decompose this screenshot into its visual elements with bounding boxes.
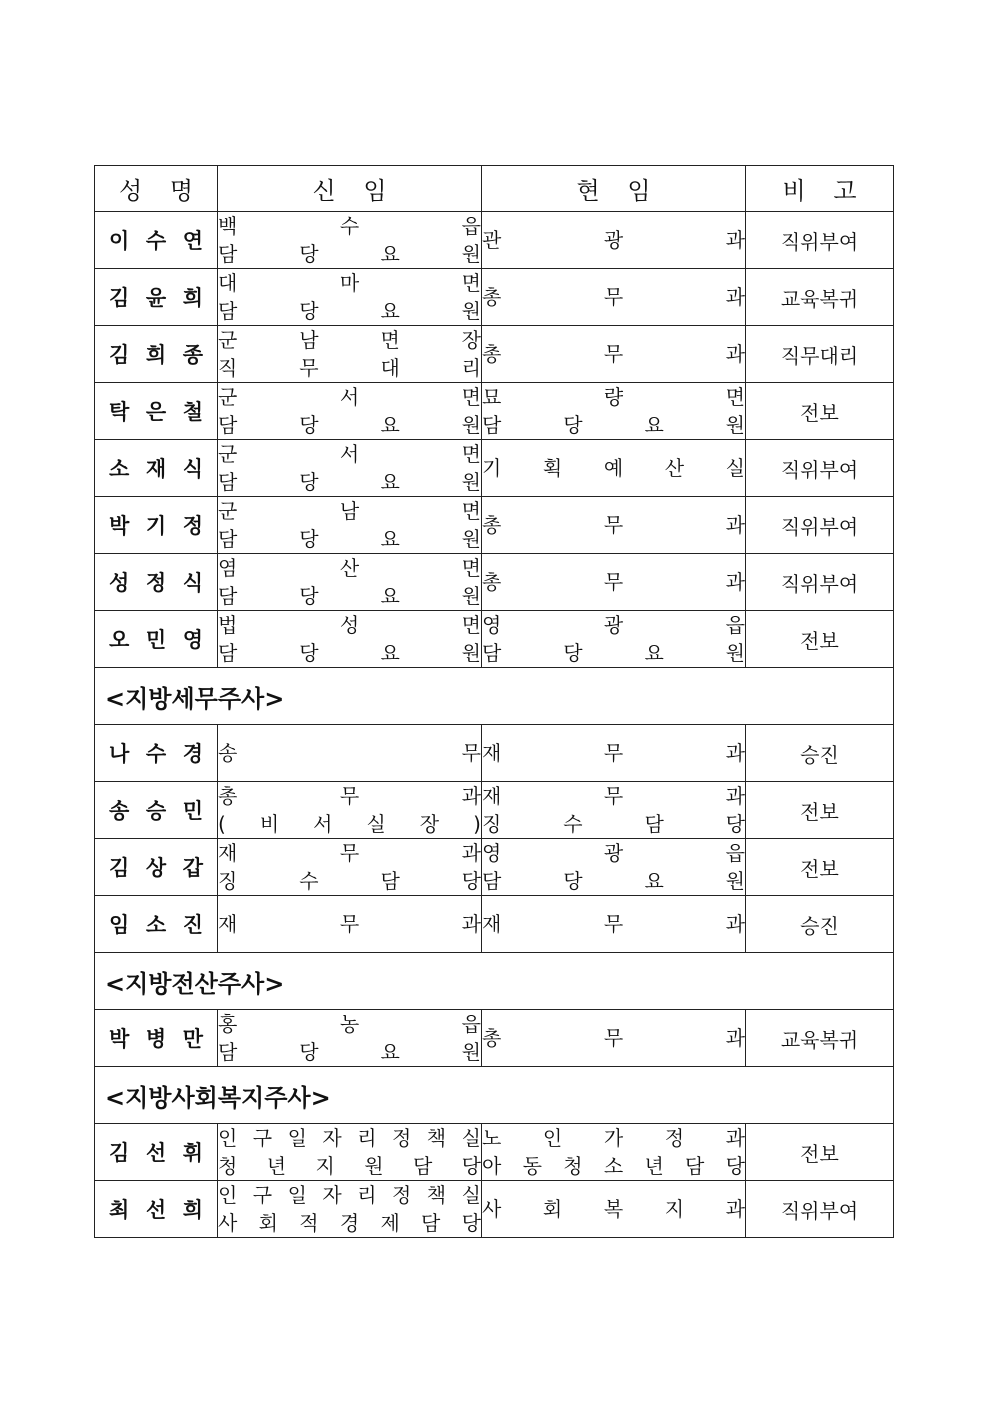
person-name: 김 선 휘 — [109, 1141, 203, 1165]
table-row — [95, 212, 894, 269]
note-cell: 교육복귀 — [746, 269, 894, 326]
post-line: 군 남 면 장 — [218, 328, 481, 352]
note-cell: 전보 — [746, 1124, 894, 1181]
new-post-cell — [218, 839, 482, 896]
post-line: 총 무 과 — [482, 342, 745, 366]
new-post-cell — [218, 554, 482, 611]
person-name: 송 승 민 — [109, 799, 203, 823]
post-line: 징 수 담 당 — [482, 812, 745, 836]
post-line: 징 수 담 당 — [218, 869, 481, 893]
header-row — [95, 166, 894, 212]
new-post-cell — [218, 269, 482, 326]
name-cell — [95, 725, 218, 782]
post-line: 담 당 요 원 — [482, 641, 745, 665]
note-cell: 승진 — [746, 725, 894, 782]
note-cell: 직위부여 — [746, 440, 894, 497]
name-cell — [95, 782, 218, 839]
post-line: 홍 농 읍 — [218, 1012, 481, 1036]
post-line: 담 당 요 원 — [218, 470, 481, 494]
post-line: 담 당 요 원 — [482, 413, 745, 437]
current-post-cell — [482, 269, 746, 326]
post-line: 담 당 요 원 — [218, 641, 481, 665]
new-post-cell — [218, 440, 482, 497]
table-row — [95, 554, 894, 611]
current-post-cell — [482, 554, 746, 611]
post-line: 담 당 요 원 — [218, 584, 481, 608]
post-line: 담 당 요 원 — [218, 299, 481, 323]
note-cell: 직위부여 — [746, 554, 894, 611]
new-post-cell — [218, 611, 482, 668]
post-line: 인 구 일 자 리 정 책 실 — [218, 1183, 481, 1207]
table-row — [95, 269, 894, 326]
post-line: 관 광 과 — [482, 228, 745, 252]
name-cell — [95, 611, 218, 668]
new-post-cell — [218, 1010, 482, 1067]
name-cell — [95, 497, 218, 554]
post-line: 송 무 — [218, 741, 481, 765]
post-line: ( 비 서 실 장 ) — [218, 812, 481, 836]
post-line: 담 당 요 원 — [218, 413, 481, 437]
name-cell — [95, 1181, 218, 1238]
person-name: 김 윤 희 — [109, 286, 203, 310]
post-line: 대 마 면 — [218, 271, 481, 295]
post-line: 사 회 복 지 과 — [482, 1197, 745, 1221]
section-row — [95, 953, 894, 1010]
current-post-cell — [482, 497, 746, 554]
person-name: 이 수 연 — [109, 229, 203, 253]
name-cell — [95, 1124, 218, 1181]
post-line: 인 구 일 자 리 정 책 실 — [218, 1126, 481, 1150]
table-row — [95, 896, 894, 953]
current-post-cell — [482, 212, 746, 269]
post-line: 청 년 지 원 담 당 — [218, 1154, 481, 1178]
post-line: 군 남 면 — [218, 499, 481, 523]
current-post-cell — [482, 383, 746, 440]
person-name: 소 재 식 — [109, 457, 203, 481]
new-post-cell — [218, 782, 482, 839]
table-row — [95, 611, 894, 668]
personnel-table — [94, 165, 894, 1238]
new-post-cell — [218, 896, 482, 953]
person-name: 탁 은 철 — [109, 400, 203, 424]
new-post-cell — [218, 1181, 482, 1238]
current-post-cell — [482, 896, 746, 953]
section-title: <지방사회복지주사> — [95, 1067, 894, 1124]
table-row — [95, 1010, 894, 1067]
current-post-cell — [482, 782, 746, 839]
note-cell: 교육복귀 — [746, 1010, 894, 1067]
table-row — [95, 497, 894, 554]
post-line: 총 무 과 — [482, 285, 745, 309]
note-cell: 직위부여 — [746, 212, 894, 269]
post-line: 기 획 예 산 실 — [482, 456, 745, 480]
post-line: 사 회 적 경 제 담 당 — [218, 1211, 481, 1235]
header-current-post: 현 임 — [482, 166, 746, 212]
post-line: 영 광 읍 — [482, 613, 745, 637]
person-name: 김 희 종 — [109, 343, 203, 367]
person-name: 최 선 희 — [109, 1198, 203, 1222]
name-cell — [95, 269, 218, 326]
header-note: 비 고 — [746, 166, 894, 212]
section-row — [95, 668, 894, 725]
note-cell: 승진 — [746, 896, 894, 953]
post-line: 재 무 과 — [218, 912, 481, 936]
name-cell — [95, 839, 218, 896]
table-row — [95, 383, 894, 440]
post-line: 영 광 읍 — [482, 841, 745, 865]
table-row — [95, 1181, 894, 1238]
current-post-cell — [482, 611, 746, 668]
current-post-cell — [482, 725, 746, 782]
table-row — [95, 326, 894, 383]
post-line: 노 인 가 정 과 — [482, 1126, 745, 1150]
note-cell: 직위부여 — [746, 497, 894, 554]
current-post-cell — [482, 1124, 746, 1181]
person-name: 성 정 식 — [109, 571, 203, 595]
header-name: 성 명 — [95, 166, 218, 212]
name-cell — [95, 440, 218, 497]
header-new-post: 신 임 — [218, 166, 482, 212]
note-cell: 직위부여 — [746, 1181, 894, 1238]
post-line: 법 성 면 — [218, 613, 481, 637]
current-post-cell — [482, 839, 746, 896]
section-title: <지방전산주사> — [95, 953, 894, 1010]
new-post-cell — [218, 383, 482, 440]
post-line: 담 당 요 원 — [482, 869, 745, 893]
post-line: 재 무 과 — [482, 784, 745, 808]
name-cell — [95, 212, 218, 269]
post-line: 묘 량 면 — [482, 385, 745, 409]
post-line: 담 당 요 원 — [218, 527, 481, 551]
new-post-cell — [218, 212, 482, 269]
section-row — [95, 1067, 894, 1124]
note-cell: 전보 — [746, 383, 894, 440]
note-cell: 직무대리 — [746, 326, 894, 383]
post-line: 재 무 과 — [482, 741, 745, 765]
note-cell: 전보 — [746, 839, 894, 896]
post-line: 염 산 면 — [218, 556, 481, 580]
name-cell — [95, 554, 218, 611]
person-name: 오 민 영 — [109, 628, 203, 652]
name-cell — [95, 1010, 218, 1067]
current-post-cell — [482, 440, 746, 497]
post-line: 아 동 청 소 년 담 당 — [482, 1154, 745, 1178]
table-row — [95, 1124, 894, 1181]
current-post-cell — [482, 1181, 746, 1238]
person-name: 박 기 정 — [109, 514, 203, 538]
post-line: 군 서 면 — [218, 442, 481, 466]
post-line: 백 수 읍 — [218, 214, 481, 238]
post-line: 재 무 과 — [218, 841, 481, 865]
new-post-cell — [218, 497, 482, 554]
post-line: 담 당 요 원 — [218, 1040, 481, 1064]
post-line: 담 당 요 원 — [218, 242, 481, 266]
current-post-cell — [482, 1010, 746, 1067]
person-name: 박 병 만 — [109, 1027, 203, 1051]
post-line: 총 무 과 — [482, 570, 745, 594]
name-cell — [95, 896, 218, 953]
new-post-cell — [218, 1124, 482, 1181]
post-line: 재 무 과 — [482, 912, 745, 936]
table-row — [95, 725, 894, 782]
new-post-cell — [218, 326, 482, 383]
current-post-cell — [482, 326, 746, 383]
new-post-cell — [218, 725, 482, 782]
table-row — [95, 440, 894, 497]
person-name: 임 소 진 — [109, 913, 203, 937]
post-line: 총 무 과 — [482, 513, 745, 537]
name-cell — [95, 326, 218, 383]
table-row — [95, 839, 894, 896]
person-name: 김 상 갑 — [109, 856, 203, 880]
note-cell: 전보 — [746, 611, 894, 668]
table-body — [95, 212, 894, 1238]
person-name: 나 수 경 — [109, 742, 203, 766]
note-cell: 전보 — [746, 782, 894, 839]
post-line: 총 무 과 — [482, 1026, 745, 1050]
post-line: 직 무 대 리 — [218, 356, 481, 380]
post-line: 총 무 과 — [218, 784, 481, 808]
post-line: 군 서 면 — [218, 385, 481, 409]
table-row — [95, 782, 894, 839]
section-title: <지방세무주사> — [95, 668, 894, 725]
name-cell — [95, 383, 218, 440]
